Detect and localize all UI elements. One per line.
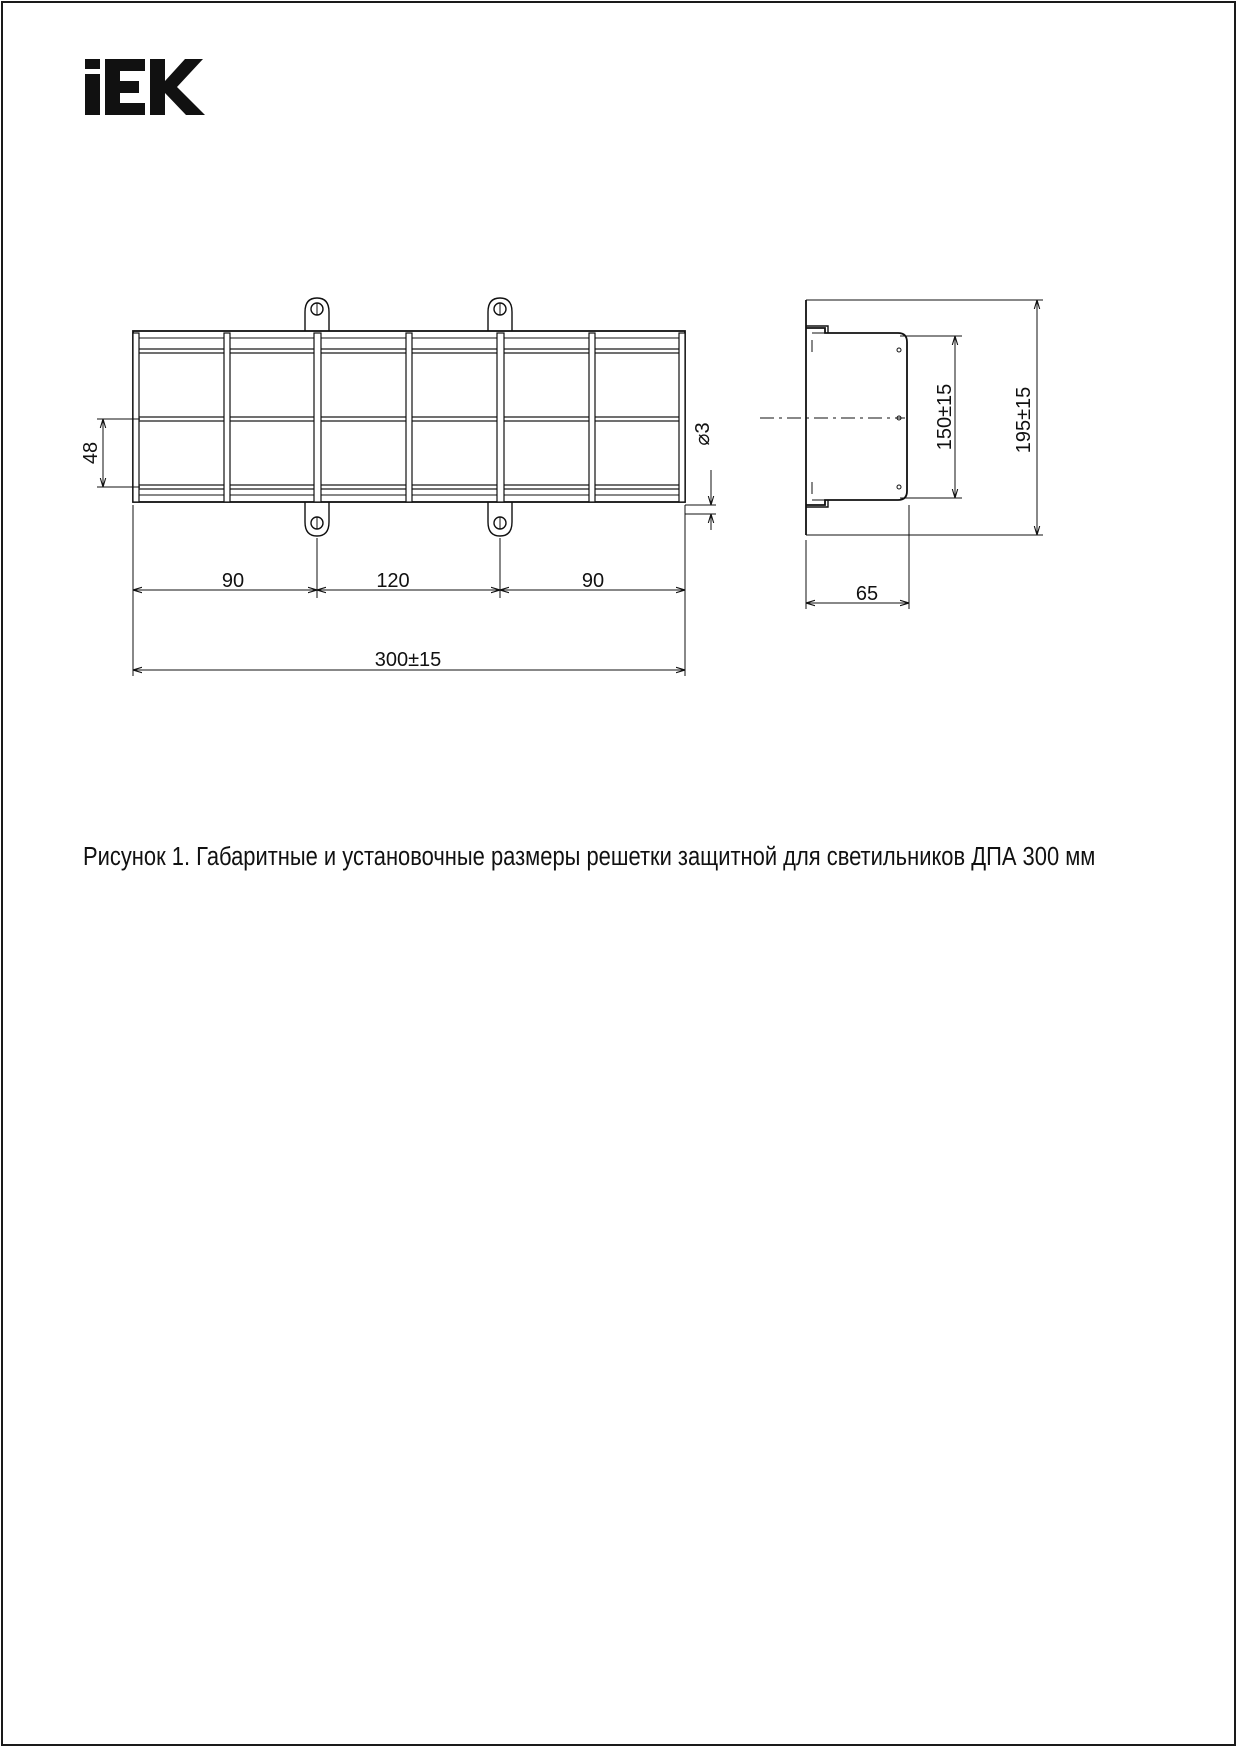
mounting-lug-top-right	[488, 298, 512, 331]
mounting-lug-top-left	[305, 298, 329, 331]
figure-caption: Рисунок 1. Габаритные и установочные размеры решетки защитной для светильников ДПА 300 мм	[83, 843, 1096, 871]
side-profile-body	[806, 328, 907, 505]
dim-wire-diameter: ⌀3	[692, 422, 714, 446]
side-view	[760, 300, 1043, 609]
dim-left-span: 90	[221, 570, 245, 592]
dim-overall-length: 300±15	[374, 649, 442, 671]
mounting-lug-bottom-right	[488, 502, 512, 536]
dim-inner-height: 48	[80, 441, 102, 465]
dim-overall-height: 195±15	[1013, 386, 1035, 454]
dim-middle-span: 120	[376, 570, 410, 592]
dim-right-span: 90	[581, 570, 605, 592]
front-view	[80, 298, 716, 676]
dim-depth: 65	[855, 583, 879, 605]
dim-side-inner-height: 150±15	[934, 383, 956, 451]
mounting-lug-bottom-left	[305, 502, 329, 536]
